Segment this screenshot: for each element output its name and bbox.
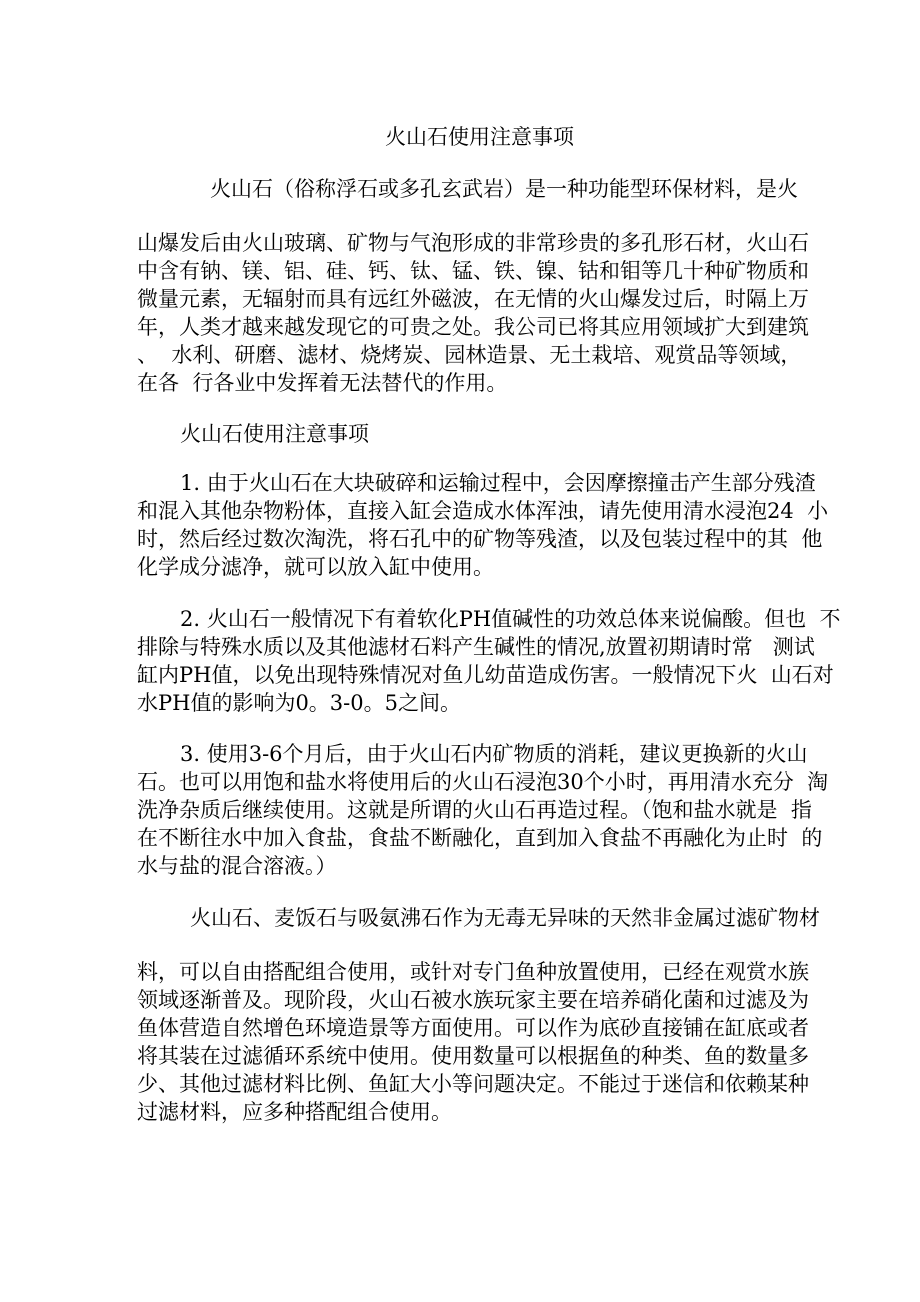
intro-line-1: 火山石（俗称浮石或多孔玄武岩）是一种功能型环保材料，是火 xyxy=(210,177,798,201)
section-heading: 火山石使用注意事项 xyxy=(180,422,369,446)
closing-line-2: 料，可以自由搭配组合使用，或针对专门鱼种放置使用，已经在观赏水族 xyxy=(137,960,809,984)
intro-line-6: 、 水利、研磨、滤材、烧烤炭、园林造景、无土栽培、观赏品等领域， xyxy=(137,343,802,367)
item-3-line-4: 在不断往水中加入食盐，食盐不断融化，直到加入食盐不再融化为止时 的 xyxy=(137,826,823,850)
document-title: 火山石使用注意事项 xyxy=(385,125,574,149)
item-2-line-3: 缸内PH值，以免出现特殊情况对鱼儿幼苗造成伤害。一般情况下火 山石对 xyxy=(137,663,834,687)
intro-line-3: 中含有钠、镁、铝、硅、钙、钛、锰、铁、镍、钴和钼等几十种矿物质和 xyxy=(137,259,809,283)
closing-line-7: 过滤材料，应多种搭配组合使用。 xyxy=(137,1100,452,1124)
intro-line-2: 山爆发后由火山玻璃、矿物与气泡形成的非常珍贵的多孔形石材，火山石 xyxy=(137,231,809,255)
intro-line-4: 微量元素，无辐射而具有远红外磁波，在无情的火山爆发过后，时隔上万 xyxy=(137,287,809,311)
item-2-line-2: 排除与特殊水质以及其他滤材石料产生碱性的情况,放置初期请时常 测试 xyxy=(137,635,815,659)
intro-line-5: 年，人类才越来越发现它的可贵之处。我公司已将其应用领域扩大到建筑 xyxy=(137,315,809,339)
closing-line-3: 领域逐渐普及。现阶段，火山石被水族玩家主要在培养硝化菌和过滤及为 xyxy=(137,988,809,1012)
item-3-line-3: 洗净杂质后继续使用。这就是所谓的火山石再造过程。（饱和盐水就是 指 xyxy=(137,798,812,822)
closing-line-6: 少、其他过滤材料比例、鱼缸大小等问题决定。不能过于迷信和依赖某种 xyxy=(137,1072,809,1096)
item-1-line-1: 1. 由于火山石在大块破碎和运输过程中，会因摩擦撞击产生部分残渣 xyxy=(180,471,816,495)
item-2-line-4: 水PH值的影响为0。3-0。5之间。 xyxy=(137,691,461,715)
item-1-line-4: 化学成分滤净，就可以放入缸中使用。 xyxy=(137,555,494,579)
item-1-line-3: 时，然后经过数次淘洗，将石孔中的矿物等残渣，以及包装过程中的其 他 xyxy=(137,527,823,551)
item-3-line-2: 石。也可以用饱和盐水将使用后的火山石浸泡30个小时，再用清水充分 淘 xyxy=(137,770,829,794)
item-1-line-2: 和混入其他杂物粉体，直接入缸会造成水体浑浊，请先使用清水浸泡24 小 xyxy=(137,499,829,523)
item-3-line-5: 水与盐的混合溶液。） xyxy=(137,854,337,878)
intro-line-7: 在各 行各业中发挥着无法替代的作用。 xyxy=(137,371,508,395)
closing-line-1: 火山石、麦饭石与吸氨沸石作为无毒无异味的天然非金属过滤矿物材 xyxy=(190,906,820,930)
item-2-line-1: 2. 火山石一般情况下有着软化PH值碱性的功效总体来说偏酸。但也 不 xyxy=(180,607,841,631)
closing-line-5: 将其装在过滤循环系统中使用。使用数量可以根据鱼的种类、鱼的数量多 xyxy=(137,1044,809,1068)
item-3-line-1: 3. 使用3-6个月后，由于火山石内矿物质的消耗，建议更换新的火山 xyxy=(180,742,808,766)
closing-line-4: 鱼体营造自然增色环境造景等方面使用。可以作为底砂直接铺在缸底或者 xyxy=(137,1016,809,1040)
